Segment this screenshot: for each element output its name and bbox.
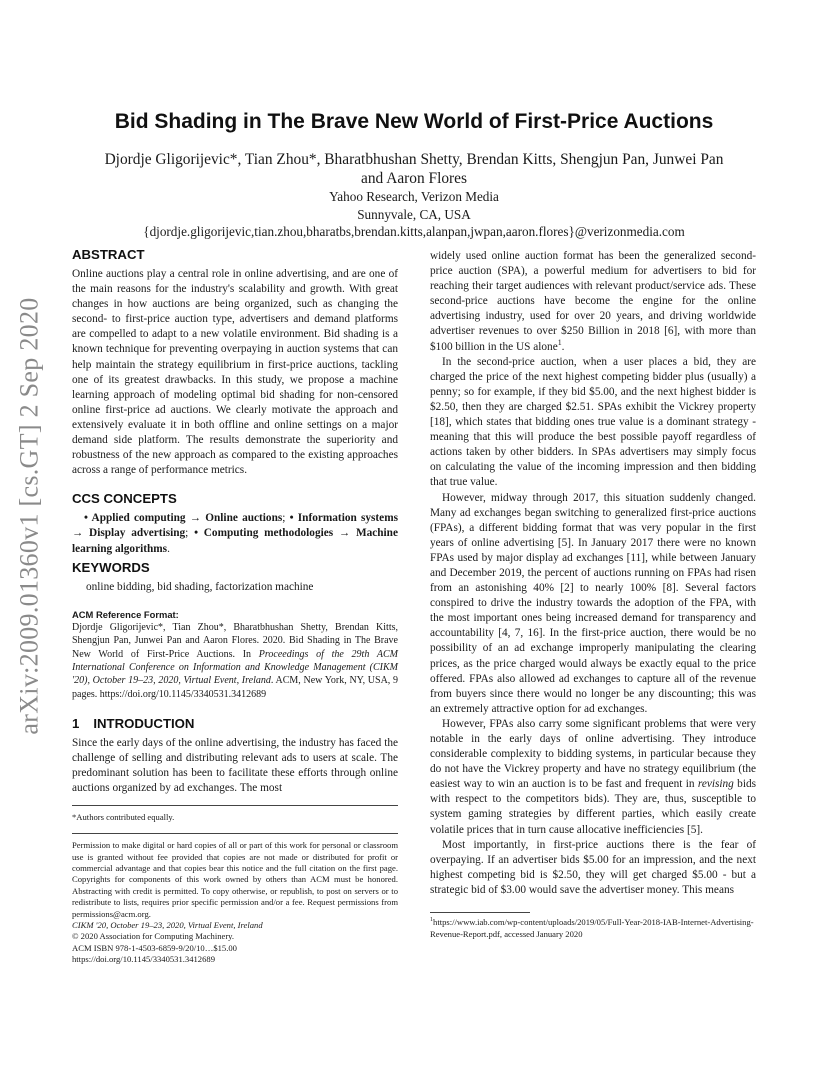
affiliation-emails: {djordje.gligorijevic,tian.zhou,bharatbs,brendan.kitts,alanpan,jwpan,aaron.flores}@verizonmedia.com [143, 224, 685, 240]
arxiv-identifier: arXiv:2009.01360v1 [cs.GT] 2 Sep 2020 [15, 297, 44, 735]
isbn-line: ACM ISBN 978-1-4503-6859-9/20/10…$15.00 [72, 942, 237, 953]
iab-footnote [430, 917, 756, 940]
arxiv-sidebar-stamp [8, 292, 52, 740]
ccs-sep-2: ; [185, 527, 195, 540]
body-paragraph-4 [430, 717, 756, 838]
intro-text: Since the early days of the online advertising, the industry has faced the challenge of selling and distributing relevant ads to users at scale. The predominant solution has been to facilitate these efforts through online auctions organized by ad exchanges. The most [72, 737, 398, 795]
permission-divider [72, 833, 398, 834]
doi-line: https://doi.org/10.1145/3340531.3412689 [72, 954, 215, 965]
acm-reference-text [72, 621, 398, 701]
footnote-divider [72, 805, 398, 806]
acm-ref-part-3: . ACM, New York, NY, USA, 9 pages. https://doi.org/10.1145/3340531.3412689 [72, 675, 398, 700]
permission-notice: Permission to make digital or hard copies of all or part of this work for personal or classroom use is granted without fee provided that copies are not made or distributed for profit or commercial advantage and that copies bear this notice and the full citation on the first page. Copyrights for components of this work owned by others than ACM must be honored. Abstracting with credit is permitted. To copy otherwise, or republish, to post on servers or to redistribute to lists, requires prior specific permission and/or a fee. Request permissions from permissions@acm.org. [72, 840, 398, 919]
ccs-sep-1: ; [282, 512, 290, 525]
body-p4-start: However, FPAs also carry some significant problems that were very notable in the early days of online advertising. They introduce considerable complexity to bidding systems, in particular because they do not have the Vickrey property and have no strategy equilibrium (the easiest way to win an auction is to be fast and frequent in [430, 717, 756, 791]
ccs-concepts-text [72, 511, 398, 556]
ccs-item-3: • Computing methodologies → Machine learning algorithms [72, 527, 398, 555]
abstract-heading: ABSTRACT [72, 247, 145, 262]
ccs-item-1: • Applied computing → Online auctions [84, 512, 283, 525]
keywords-text: online bidding, bid shading, factorization machine [86, 580, 314, 593]
body-paragraph-5: Most importantly, in first-price auctions there is the fear of overpaying. If an advertiser bids $5.00 for an impression, and the next highest competing bid is $2.50, they will get charged $5.00 - but a strategic bid of $3.00 would save the advertiser money. This means [430, 838, 756, 896]
iab-footnote-text: https://www.iab.com/wp-content/uploads/2019/05/Full-Year-2018-IAB-Internet-Advertising-Revenue-Report.pdf, accessed January 2020 [430, 917, 754, 939]
body-p4-italic: revising [697, 778, 734, 791]
intro-section-title: INTRODUCTION [93, 716, 195, 732]
copyright-line: © 2020 Association for Computing Machinery. [72, 931, 235, 942]
body-paragraph-2: In the second-price auction, when a user places a bid, they are charged the price of the next highest competing bidder plus (usually) a penny; so for example, if they bid $5.00, and the next highest bidder is $2.50, then they are charged $2.51. SPAs exhibit the Vickrey property [18], which states that bidding ones true value is a dominant strategy - meaning that this will produce the best possible payoff regardless of actions taken by other bidders. In SPAs advertisers may simply focus on calculating the value of the incoming impression and then bidding that true value. [430, 355, 756, 489]
intro-section-number: 1 [72, 716, 80, 732]
equal-contribution-footnote: *Authors contributed equally. [72, 811, 175, 822]
right-column [430, 249, 756, 940]
paper-title: Bid Shading in The Brave New World of First-Price Auctions [114, 110, 714, 133]
body-p1-end: . [561, 340, 565, 353]
conference-text: CIKM '20, October 19–23, 2020, Virtual Event, Ireland [72, 919, 263, 930]
left-column [72, 246, 398, 966]
footnote-ref-1: 1 [557, 337, 562, 347]
ccs-end: . [167, 542, 170, 555]
keywords-heading: KEYWORDS [72, 559, 150, 575]
abstract-text: Online auctions play a central role in online advertising, and are one of the main reasons for the industry's scalability and growth. With great changes in how auctions are being organized, such as changing the second- to first-price auction type, advertisers and demand platforms are compelled to adapt to a new volatile environment. Bid shading is a known technique for preventing overpaying in auction systems that can help maintain the strategy equilibrium in first-price auctions, tackling one of its greatest drawbacks. In this study, we propose a machine learning approach of modeling optimal bid shading for non-censored online first-price ad auctions. We clearly motivate the approach and extensively evaluate it in both offline and online settings on a major demand side platform. The results demonstrate the superiority and robustness of the new approach as compared to the existing approaches across a range of performance metrics. [72, 268, 398, 477]
right-footnote-divider [430, 912, 530, 913]
affiliation-org: Yahoo Research, Verizon Media [329, 189, 499, 204]
affiliation-city: Sunnyvale, CA, USA [357, 206, 471, 222]
iab-footnote-mark: 1 [430, 917, 434, 924]
acm-ref-proceedings: Proceedings of the 29th ACM International Conference on Information and Knowledge Management (CIKM '20), October 19–23, 2020, Virtual Event, Ireland [72, 648, 398, 687]
ccs-item-2: • Information systems → Display advertising [72, 512, 398, 540]
body-paragraph-3: However, midway through 2017, this situation suddenly changed. Many ad exchanges began switching to generalized first-price auctions (FPAs), a different bidding format that was very popular in the first years of online advertising [5]. In January 2017 there were no known FPAs used by major display ad exchanges [11], while between January and December 2019, the percent of auctions running on FPAs had risen from an astonishing 40% [2] to nearly 100% [8]. Several factors conspired to drive the industry towards the adoption of the FPA, with the most important ones being increased demand for transparency and accountability [4, 7, 16]. In the first-price auction, there would be no possibility of an ad exchange improperly manipulating the clearing prices, as the price charged would always be exactly equal to the price offered. FPAs also allowed ad exchanges to capture all of the revenue from buyers since there would no longer be any discounting; this was an extremely attractive option for ad exchanges. [430, 491, 756, 715]
acm-reference-heading: ACM Reference Format: [72, 608, 179, 620]
intro-heading [72, 715, 398, 732]
acm-ref-part-1: Djordje Gligorijevic*, Tian Zhou*, Bharatbhushan Shetty, Brendan Kitts, Shengjun Pan, Junwei Pan and Aaron Flores. 2020. Bid Shading in The Brave New World of First-Price Auctions. In [72, 621, 398, 660]
conference-line [72, 920, 398, 931]
body-p1-text: widely used online auction format has been the generalized second-price auction (SPA), a powerful medium for advertisers to bid for reaching their target audiences with relevant product/service ads. These second-price auctions have become the engine for the online advertising industry, used for over 20 years, and driving worldwide advertiser revenues to over $250 Billion in 2018 [6], with more than $100 billion in the US alone [430, 250, 756, 353]
author-list [80, 150, 748, 188]
ccs-heading: CCS CONCEPTS [72, 491, 177, 507]
body-paragraph-1 [430, 249, 756, 355]
author-line-2: and Aaron Flores [360, 170, 467, 187]
affiliation-block [80, 188, 748, 241]
author-line-1: Djordje Gligorijevic*, Tian Zhou*, Bharatbhushan Shetty, Brendan Kitts, Shengjun Pan, Junwei Pan [104, 151, 724, 168]
body-p4-end: bids with respect to the competitors bids). They are, thus, susceptible to system gaming strategies by different parties, which easily create volatile prices that in turn cause allocative inefficiencies [5]. [430, 778, 757, 836]
